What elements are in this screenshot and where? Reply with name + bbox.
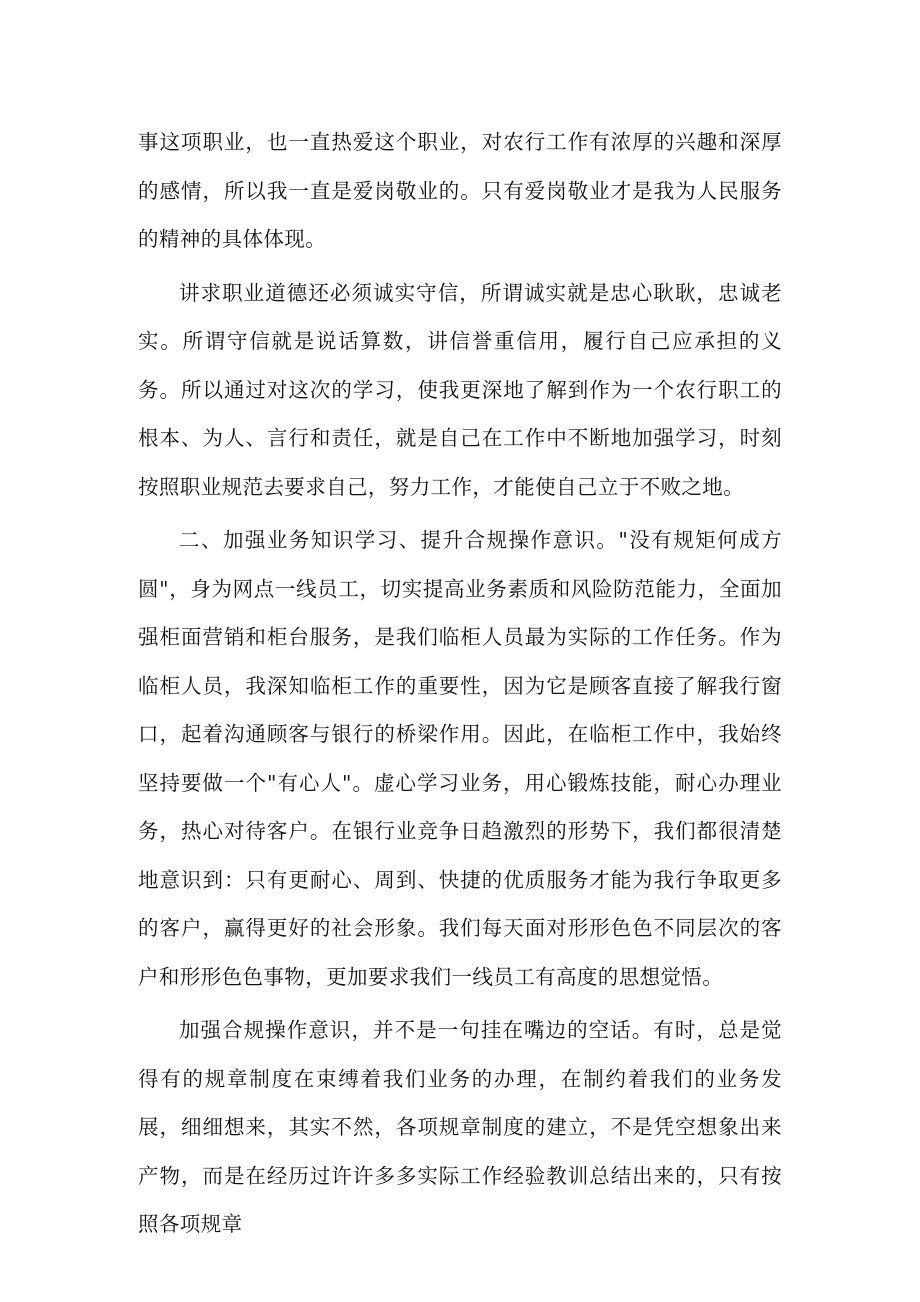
document-body	[138, 118, 782, 1254]
paragraph-continuation: 事这项职业，也一直热爱这个职业，对农行工作有浓厚的兴趣和深厚的感情，所以我一直是爱岗敬业的。只有爱岗敬业才是我为人民服务的精神的具体体现。	[138, 130, 782, 251]
paragraph-section-two: 二、加强业务知识学习、提升合规操作意识。"没有规矩何成方圆"，身为网点一线员工，切实提高业务素质和风险防范能力，全面加强柜面营销和柜台服务，是我们临柜人员最为实际的工作任务。作为临柜人员，我深知临柜工作的重要性，因为它是顾客直接了解我行窗口，起着沟通顾客与银行的桥梁作用。因此，在临柜工作中，我始终坚持要做一个"有心人"。虚心学习业务，用心锻炼技能，耐心办理业务，热心对待客户。在银行业竞争日趋激烈的形势下，我们都很清楚地意识到：只有更耐心、周到、快捷的优质服务才能为我行争取更多的客户，赢得更好的社会形象。我们每天面对形形色色不同层次的客户和形形色色事物，更加要求我们一线员工有高度的思想觉悟。	[138, 528, 782, 989]
paragraph-compliance: 加强合规操作意识，并不是一句挂在嘴边的空话。有时，总是觉得有的规章制度在束缚着我们业务的办理，在制约着我们的业务发展，细细想来，其实不然，各项规章制度的建立，不是凭空想象出来产物，而是在经历过许许多多实际工作经验教训总结出来的，只有按照各项规章	[138, 1018, 782, 1236]
paragraph-integrity: 讲求职业道德还必须诚实守信，所谓诚实就是忠心耿耿，忠诚老实。所谓守信就是说话算数，讲信誉重信用，履行自己应承担的义务。所以通过对这次的学习，使我更深地了解到作为一个农行职工的根本、为人、言行和责任，就是自己在工作中不断地加强学习，时刻按照职业规范去要求自己，努力工作，才能使自己立于不败之地。	[138, 280, 782, 499]
